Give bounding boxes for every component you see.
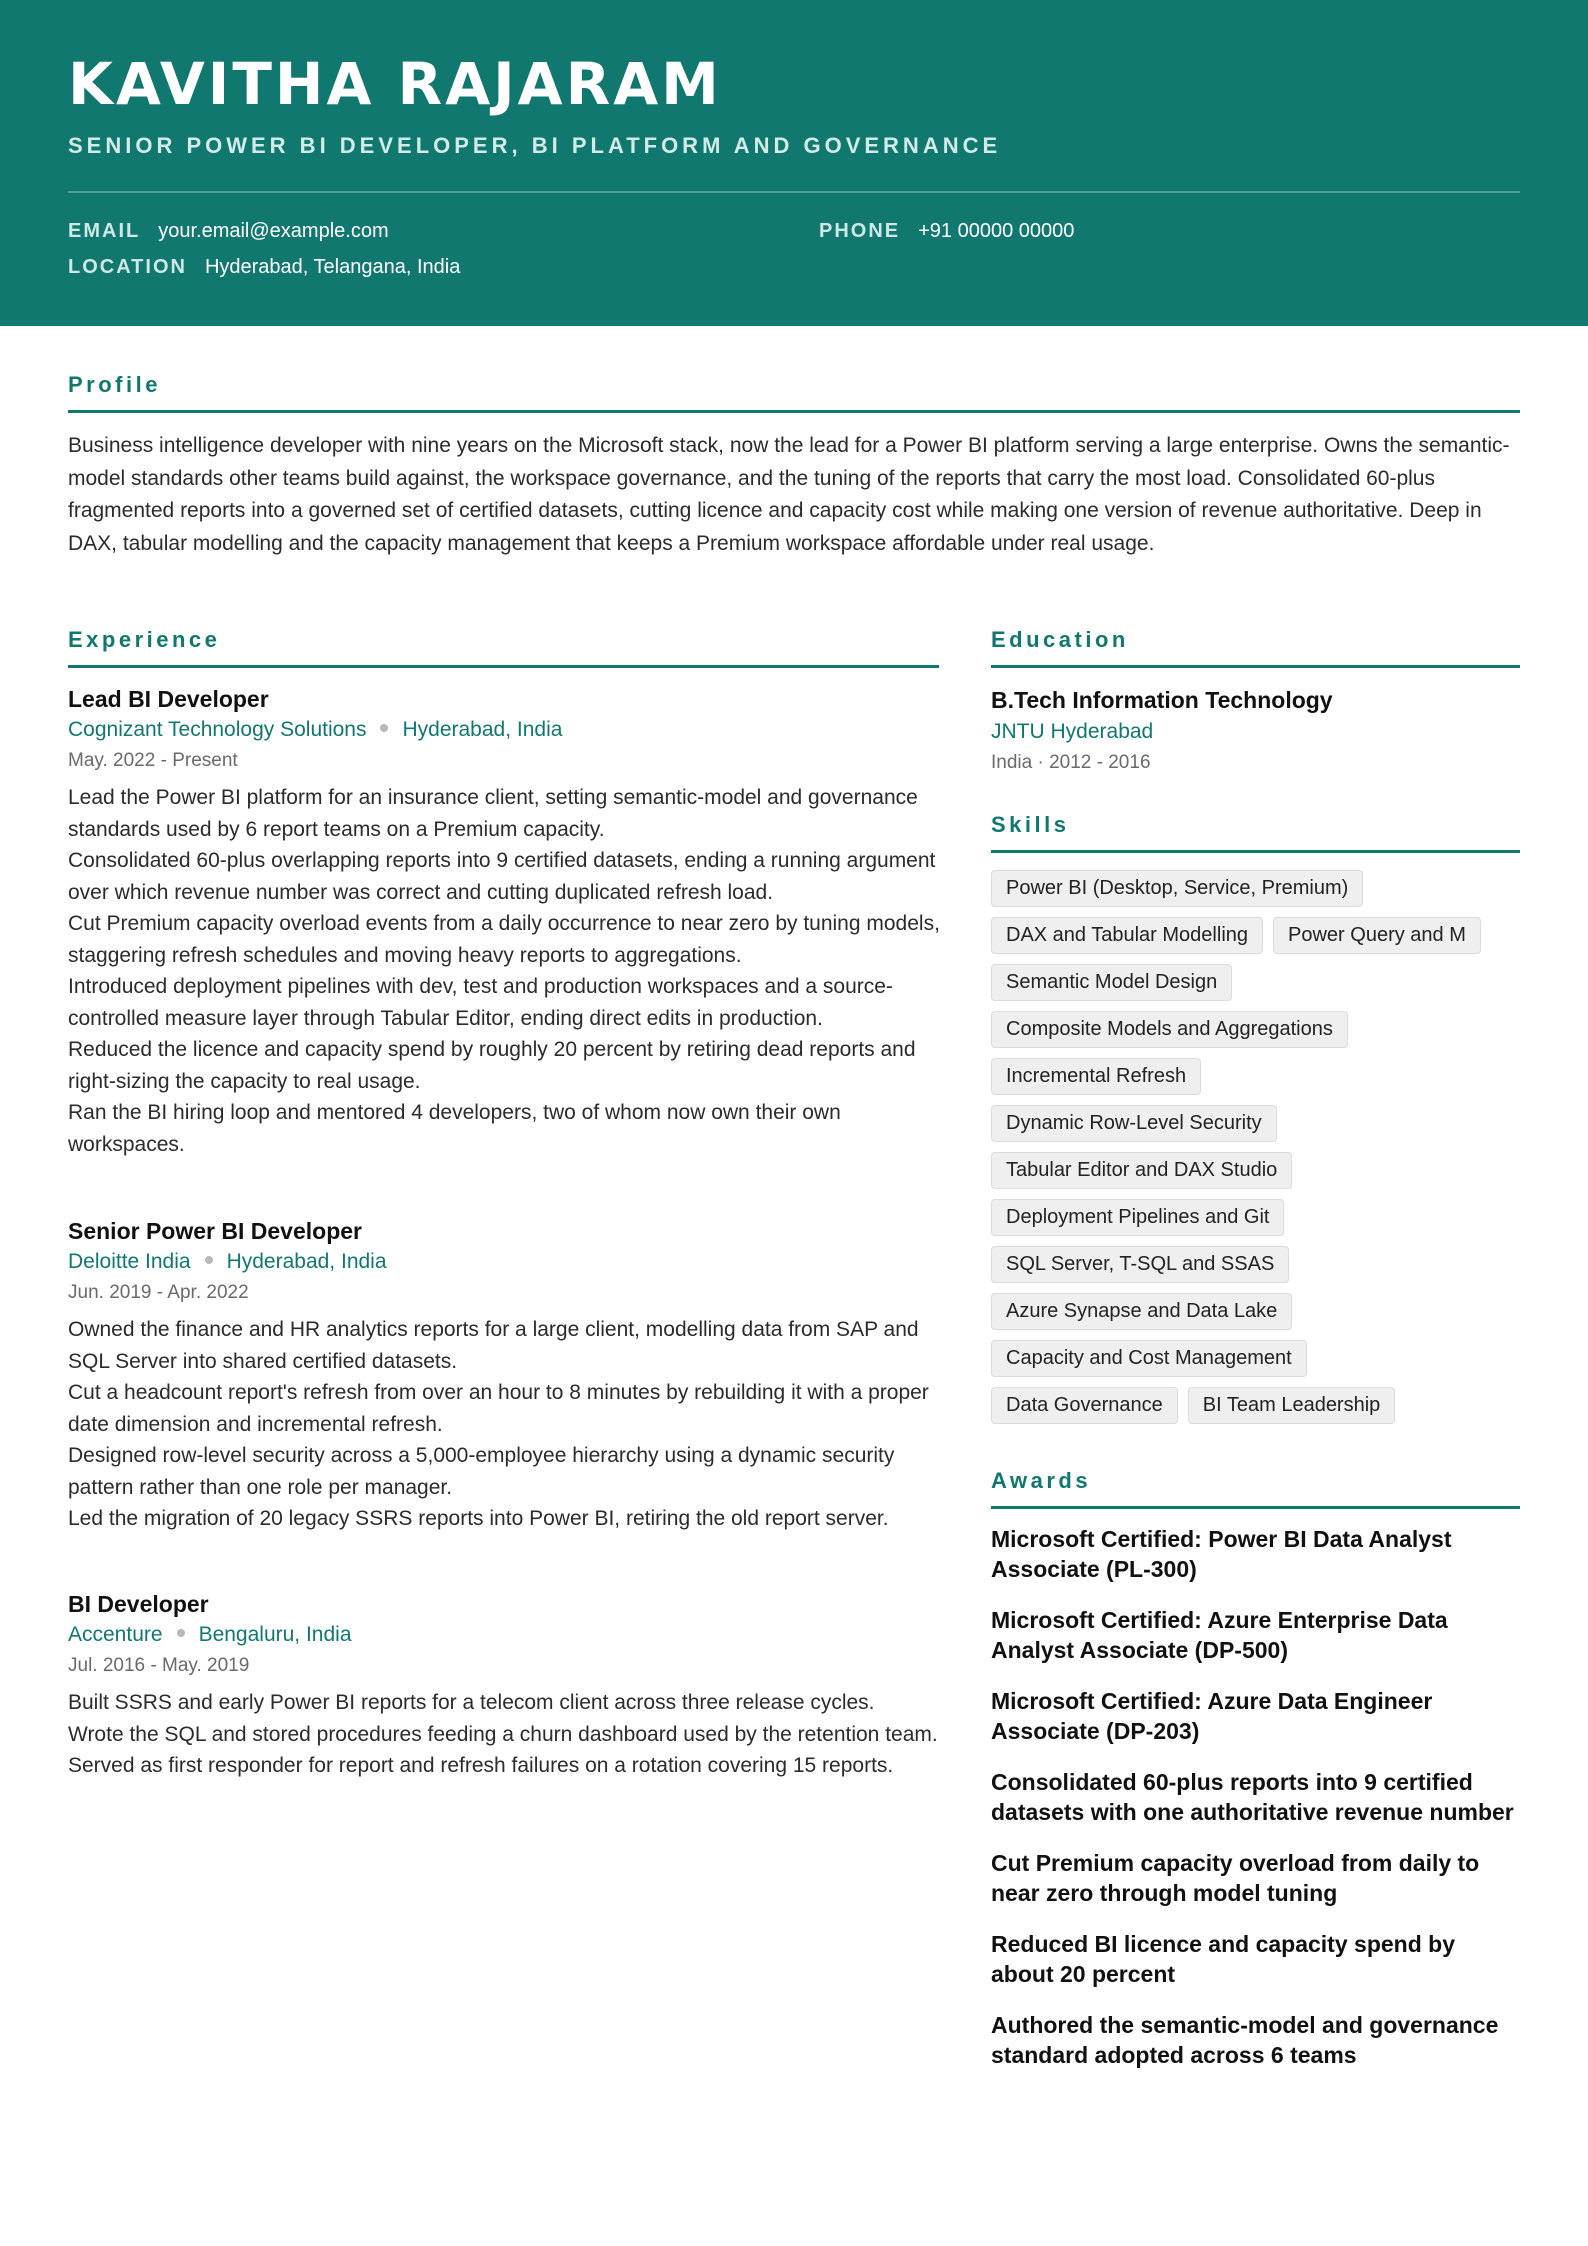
contact-email [68, 218, 389, 244]
contact-location [68, 254, 460, 280]
job-company: Cognizant Technology Solutions [68, 718, 367, 741]
job-company-line [68, 1246, 943, 1278]
separator-dot-icon [380, 724, 388, 732]
job-company-line [68, 1619, 943, 1651]
candidate-headline: SENIOR POWER BI DEVELOPER, BI PLATFORM AND GOVERNANCE [68, 133, 1002, 158]
candidate-name: KAVITHA RAJARAM [68, 50, 722, 118]
header-divider [68, 191, 1520, 193]
job-location: Hyderabad, India [402, 718, 563, 741]
award-item: Consolidated 60-plus reports into 9 certified datasets with one authoritative revenue number [991, 1769, 1514, 1825]
skill-chip: Incremental Refresh [991, 1058, 1201, 1095]
skill-chip: Capacity and Cost Management [991, 1340, 1307, 1377]
job-entry [68, 1589, 943, 1782]
school-name: JNTU Hyderabad [991, 720, 1154, 743]
job-location: Hyderabad, India [226, 1250, 387, 1273]
job-dates: Jul. 2016 - May. 2019 [68, 1655, 250, 1676]
job-title: BI Developer [68, 1591, 209, 1617]
job-entry [68, 1216, 943, 1535]
job-entry [68, 684, 943, 1160]
skills-list [991, 870, 1520, 1434]
job-bullet: Owned the finance and HR analytics reports for a large client, modelling data from SAP and SQL Server into shared certified datasets. [68, 1318, 919, 1373]
resume-header [0, 0, 1588, 326]
profile-divider [68, 410, 1520, 413]
experience-heading: Experience [68, 627, 221, 652]
job-bullet: Introduced deployment pipelines with dev, test and production workspaces and a source-controlled measure layer through Tabular Editor, ending direct edits in production. [68, 975, 893, 1030]
job-title: Senior Power BI Developer [68, 1218, 362, 1244]
job-bullet: Reduced the licence and capacity spend by roughly 20 percent by retiring dead reports and right-sizing the capacity to real usage. [68, 1038, 916, 1093]
job-bullet: Built SSRS and early Power BI reports for a telecom client across three release cycles. [68, 1691, 875, 1714]
job-bullet: Led the migration of 20 legacy SSRS reports into Power BI, retiring the old report server. [68, 1507, 889, 1530]
award-item: Reduced BI licence and capacity spend by about 20 percent [991, 1931, 1455, 1987]
skill-chip: Azure Synapse and Data Lake [991, 1293, 1292, 1330]
job-company-line [68, 714, 943, 746]
job-bullet: Cut Premium capacity overload events from a daily occurrence to near zero by tuning models, staggering refresh schedules and moving heavy reports to aggregations. [68, 912, 940, 967]
job-bullet: Wrote the SQL and stored procedures feeding a churn dashboard used by the retention team. [68, 1722, 938, 1746]
skill-chip: Semantic Model Design [991, 964, 1232, 1001]
job-dates: Jun. 2019 - Apr. 2022 [68, 1282, 249, 1303]
award-item: Cut Premium capacity overload from daily to near zero through model tuning [991, 1850, 1480, 1906]
phone-label: PHONE [819, 220, 901, 242]
email-value[interactable]: your.email@example.com [158, 220, 389, 242]
award-item: Microsoft Certified: Azure Data Engineer Associate (DP-203) [991, 1688, 1433, 1744]
awards-heading: Awards [991, 1468, 1092, 1493]
job-bullet: Designed row-level security across a 5,000-employee hierarchy using a dynamic security pattern rather than one role per manager. [68, 1444, 895, 1499]
job-bullet: Lead the Power BI platform for an insurance client, setting semantic-model and governance standards used by 6 report teams on a Premium capacity. [68, 786, 918, 841]
job-bullet: Ran the BI hiring loop and mentored 4 developers, two of whom now own their own workspaces. [68, 1101, 841, 1156]
skill-chip: Power Query and M [1273, 917, 1481, 954]
email-label: EMAIL [68, 220, 141, 242]
separator-dot-icon [177, 1629, 185, 1637]
job-company: Accenture [68, 1623, 163, 1646]
skills-divider [991, 850, 1520, 853]
awards-divider [991, 1506, 1520, 1509]
skill-chip: DAX and Tabular Modelling [991, 917, 1263, 954]
education-heading: Education [991, 627, 1129, 652]
education-meta: India · 2012 - 2016 [991, 752, 1151, 773]
skill-chip: Composite Models and Aggregations [991, 1011, 1348, 1048]
contact-phone [819, 218, 1074, 244]
skill-chip: Tabular Editor and DAX Studio [991, 1152, 1292, 1189]
skills-heading: Skills [991, 812, 1070, 837]
separator-dot-icon [205, 1256, 213, 1264]
job-bullet: Consolidated 60-plus overlapping reports into 9 certified datasets, ending a running argument over which revenue number was correct and cutting duplicated refresh load. [68, 849, 936, 904]
award-item: Authored the semantic-model and governance standard adopted across 6 teams [991, 2012, 1499, 2068]
education-entry [991, 684, 1520, 778]
skill-chip: Data Governance [991, 1387, 1178, 1424]
job-title: Lead BI Developer [68, 686, 269, 712]
skill-chip: SQL Server, T-SQL and SSAS [991, 1246, 1289, 1283]
skill-chip: Power BI (Desktop, Service, Premium) [991, 870, 1363, 907]
job-bullet: Served as first responder for report and refresh failures on a rotation covering 15 reports. [68, 1754, 894, 1777]
job-bullet: Cut a headcount report's refresh from over an hour to 8 minutes by rebuilding it with a proper date dimension and incremental refresh. [68, 1381, 929, 1436]
phone-value[interactable]: +91 00000 00000 [918, 220, 1075, 242]
skill-chip: Deployment Pipelines and Git [991, 1199, 1284, 1236]
job-company: Deloitte India [68, 1250, 191, 1273]
location-value: Hyderabad, Telangana, India [204, 256, 461, 278]
skill-chip: BI Team Leadership [1188, 1387, 1396, 1424]
education-divider [991, 665, 1520, 668]
job-location: Bengaluru, India [198, 1623, 352, 1646]
skill-chip: Dynamic Row-Level Security [991, 1105, 1277, 1142]
profile-summary: Business intelligence developer with nine years on the Microsoft stack, now the lead for a Power BI platform serving a large enterprise. Owns the semantic-model standards other teams build against, the workspace governance, and the tuning of the reports that carry the most load. Consolidated 60-plus fragmented reports into a governed set of certified datasets, cutting licence and capacity cost while making one version of revenue authoritative. Deep in DAX, tabular modelling and the capacity management that keeps a Premium workspace affordable under real usage. [68, 434, 1510, 555]
degree-title: B.Tech Information Technology [991, 687, 1333, 713]
job-dates: May. 2022 - Present [68, 750, 238, 771]
awards-list [991, 1524, 1520, 2091]
award-item: Microsoft Certified: Power BI Data Analyst Associate (PL-300) [991, 1526, 1452, 1582]
location-label: LOCATION [68, 256, 187, 278]
experience-divider [68, 665, 939, 668]
profile-heading: Profile [68, 372, 161, 397]
award-item: Microsoft Certified: Azure Enterprise Data Analyst Associate (DP-500) [991, 1607, 1448, 1663]
